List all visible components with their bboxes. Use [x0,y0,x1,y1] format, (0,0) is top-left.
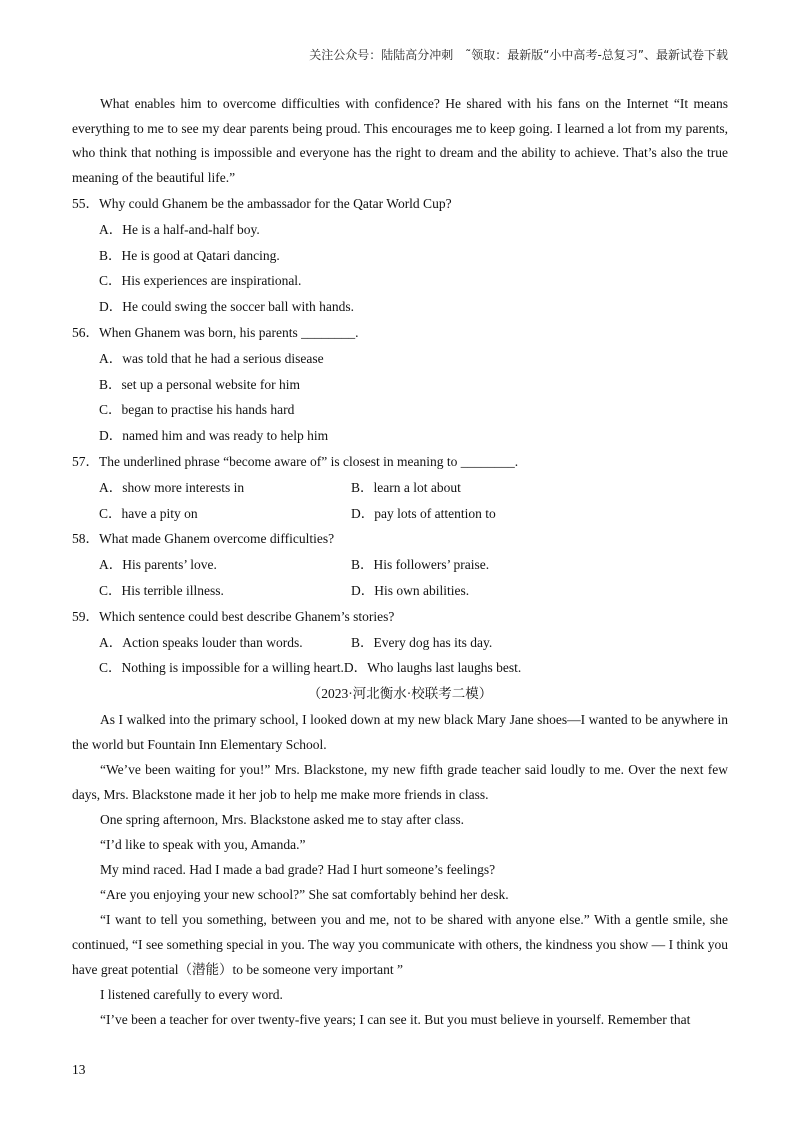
option: A．was told that he had a serious disease [99,350,324,366]
option: A．show more interests in [99,479,245,495]
option: C．Nothing is impossible for a willing heart. [99,660,344,676]
option-row [72,501,728,527]
passage-paragraph: One spring afternoon, Mrs. Blackstone asked me to stay after class. [100,811,465,827]
question-57 [72,449,728,526]
option: C．began to practise his hands hard [99,402,295,418]
passage-paragraph: “I’ve been a teacher for over twenty-five years; I can see it. But you must believe in yourself. Remember that [100,1011,691,1027]
option: A．He is a half-and-half boy. [99,221,260,237]
passage-paragraph: “Are you enjoying your new school?” She sat comfortably behind her desk. [100,886,509,902]
passage-source: （2023·河北衡水·校联考二模） [307,686,493,702]
option-row [72,630,728,656]
option: B．Every dog has its day. [351,634,493,650]
option: C．His terrible illness. [99,582,224,598]
option-row [72,578,728,604]
document-body [72,92,728,1032]
page-header: 关注公众号：陆陆高分冲刺 ˜领取：最新版“小中高考-总复习”、最新试卷下载 [309,48,728,62]
question-stem: 57．The underlined phrase “become aware of” is closest in meaning to ________. [72,453,519,469]
option-row [72,475,728,501]
option-row [72,552,728,578]
option: B．set up a personal website for him [99,376,300,392]
question-stem: 56．When Ghanem was born, his parents ________. [72,324,359,340]
passage-paragraph: “I’d like to speak with you, Amanda.” [100,836,306,852]
passage-paragraph: My mind raced. Had I made a bad grade? Had I hurt someone’s feelings? [100,861,496,877]
page-number: 13 [72,1062,86,1077]
option-row [72,655,728,681]
question-55 [72,191,728,320]
passage-paragraph: I listened carefully to every word. [100,986,283,1002]
question-59 [72,604,728,681]
option: A．Action speaks louder than words. [99,634,303,650]
option: D．Who laughs last laughs best. [343,660,522,676]
option: C．His experiences are inspirational. [99,273,302,289]
question-stem: 55．Why could Ghanem be the ambassador for the Qatar World Cup? [72,196,452,211]
intro-paragraph: What enables him to overcome difficulties with confidence? He shared with his fans on the Internet “It means everything to me to see my dear parents being proud. This encourages me to keep going. I learned a lot from my parents, who think that nothing is impossible and everyone has the right to dream and the ability to achieve. That’s also the true meaning of the beautiful life.” [72,96,728,185]
question-stem: 59．Which sentence could best describe Ghanem’s stories? [72,608,395,624]
option: D．His own abilities. [351,582,470,598]
reading-passage [72,707,728,1032]
option: D．pay lots of attention to [351,505,496,521]
question-56 [72,320,728,449]
option: C．have a pity on [99,505,198,521]
option: A．His parents’ love. [99,557,217,573]
passage-paragraph: As I walked into the primary school, I looked down at my new black Mary Jane shoes—I wanted to be anywhere in the world but Fountain Inn Elementary School. [72,711,728,752]
question-stem: 58．What made Ghanem overcome difficulties? [72,531,335,547]
question-58 [72,526,728,603]
option: D．He could swing the soccer ball with hands. [99,299,354,315]
passage-paragraph: “I want to tell you something, between you and me, not to be shared with anyone else.” With a gentle smile, she continued, “I see something special in you. The way you communicate with others, the kindness you show — I think you have great potential（潜能）to be someone very important ” [72,911,728,977]
option: B．He is good at Qatari dancing. [99,247,280,263]
option: B．His followers’ praise. [351,557,490,573]
passage-paragraph: “We’ve been waiting for you!” Mrs. Blackstone, my new fifth grade teacher said loudly to me. Over the next few days, Mrs. Blackstone made it her job to help me make more friends in class. [72,761,728,802]
option: D．named him and was ready to help him [99,428,329,444]
option: B．learn a lot about [351,479,461,495]
